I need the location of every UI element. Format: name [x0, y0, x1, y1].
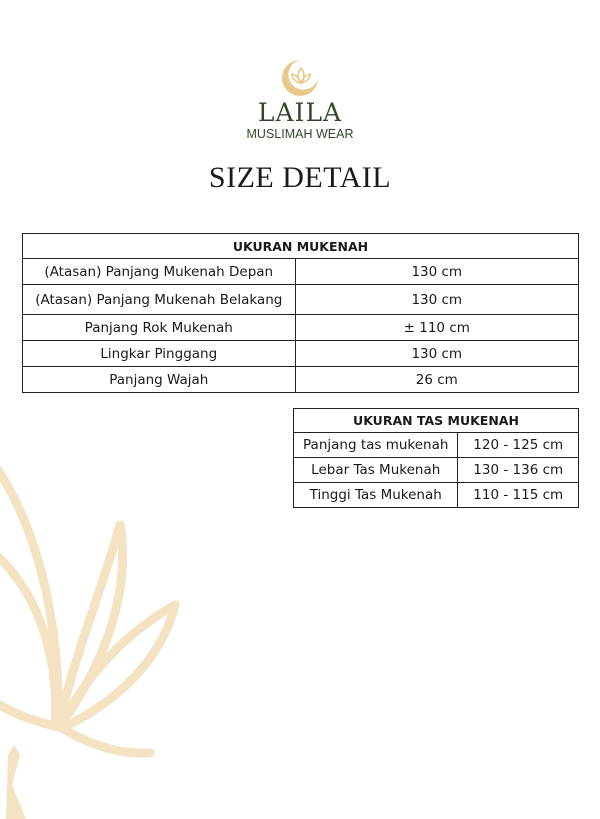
table-row — [294, 483, 579, 508]
brand-logo — [0, 58, 600, 141]
brand-name: LAILA — [257, 98, 343, 127]
crescent-lotus-icon — [280, 58, 320, 98]
table-header: UKURAN MUKENAH — [23, 234, 579, 259]
table-row — [23, 341, 579, 367]
table-row — [23, 259, 579, 285]
mukenah-size-table — [22, 233, 579, 393]
row-value: 110 - 115 cm — [458, 483, 579, 508]
table-header-row — [23, 234, 579, 259]
row-value: ± 110 cm — [295, 315, 578, 341]
table-row — [294, 458, 579, 483]
lotus-outline-icon — [0, 455, 190, 819]
row-value: 130 cm — [295, 259, 578, 285]
tas-size-table — [293, 408, 579, 508]
row-label: Panjang tas mukenah — [294, 433, 458, 458]
row-value: 130 - 136 cm — [458, 458, 579, 483]
table-row — [23, 315, 579, 341]
row-value: 130 cm — [295, 341, 578, 367]
row-label: (Atasan) Panjang Mukenah Belakang — [23, 285, 296, 315]
row-value: 120 - 125 cm — [458, 433, 579, 458]
row-label: Panjang Wajah — [23, 367, 296, 393]
row-value: 130 cm — [295, 285, 578, 315]
table-header: UKURAN TAS MUKENAH — [294, 409, 579, 433]
table-row — [23, 285, 579, 315]
row-label: (Atasan) Panjang Mukenah Depan — [23, 259, 296, 285]
row-label: Tinggi Tas Mukenah — [294, 483, 458, 508]
table-row — [294, 433, 579, 458]
table-row — [23, 367, 579, 393]
table-header-row — [294, 409, 579, 433]
page-title: SIZE DETAIL — [208, 161, 392, 194]
row-value: 26 cm — [295, 367, 578, 393]
row-label: Lebar Tas Mukenah — [294, 458, 458, 483]
brand-subtitle: MUSLIMAH WEAR — [246, 127, 354, 141]
row-label: Panjang Rok Mukenah — [23, 315, 296, 341]
row-label: Lingkar Pinggang — [23, 341, 296, 367]
